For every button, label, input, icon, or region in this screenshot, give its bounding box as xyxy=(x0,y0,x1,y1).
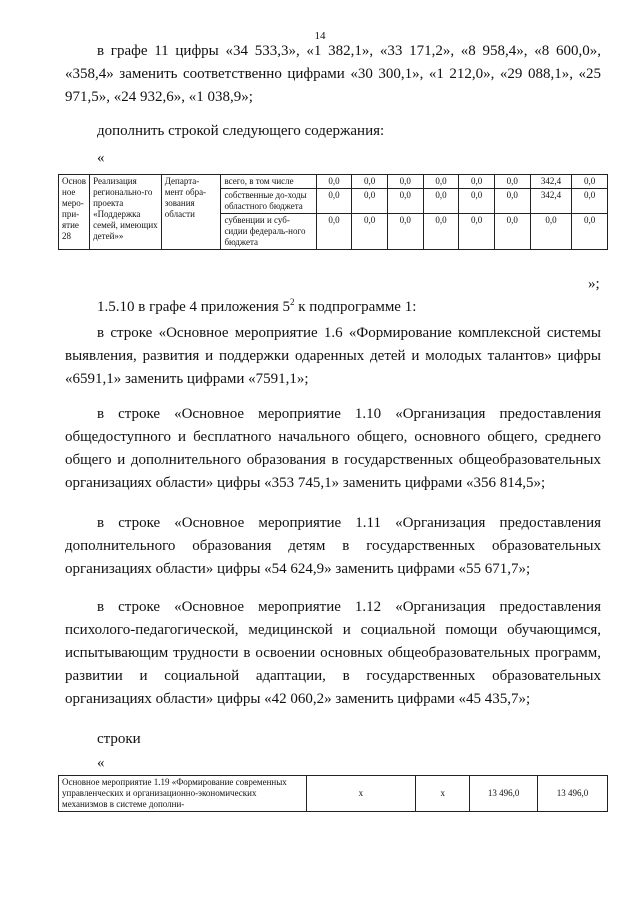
cell-value: 0,0 xyxy=(572,189,608,214)
cell-value: 0,0 xyxy=(423,189,459,214)
cell-value: 0,0 xyxy=(316,214,352,250)
intro-paragraph: в графе 11 цифры «34 533,3», «1 382,1», «33 171,2», «8 958,4», «8 600,0», «358,4» заменить соответственно цифрами «30 300,1», «1 212,0», «29 088,1», «25 971,5», «24 932,6», «1 038,9»; xyxy=(65,43,601,105)
cell-department: Департа-мент обра-зования области xyxy=(161,175,221,250)
table-row xyxy=(59,776,608,812)
cell-value: 0,0 xyxy=(459,189,495,214)
cell-value: 0,0 xyxy=(352,189,388,214)
rows-word: строки xyxy=(97,731,141,747)
cell-value: 0,0 xyxy=(387,175,423,189)
section-heading-tail: к подпрограмме 1: xyxy=(294,299,417,315)
cell-value: 342,4 xyxy=(530,175,572,189)
cell-event-number: Основ ное меро-при-ятие 28 xyxy=(59,175,90,250)
table-replace-rows xyxy=(58,775,608,812)
cell-value: 0,0 xyxy=(572,214,608,250)
cell-value: 0,0 xyxy=(423,214,459,250)
table-row xyxy=(59,175,608,189)
cell-value: 0,0 xyxy=(316,175,352,189)
cell-event-name: Реализация регионально-го проекта «Поддержка семей, имеющих детей»» xyxy=(90,175,162,250)
cell-amount-2: 13 496,0 xyxy=(538,776,608,812)
paragraph-measure-1-11: в строке «Основное мероприятие 1.11 «Организация предоставления дополнительного образования детям в государственных образовательных организациях области» цифры «54 624,9» заменить цифрами «55 671,7»; xyxy=(65,515,601,577)
paragraph-measure-1-10: в строке «Основное мероприятие 1.10 «Организация предоставления общедоступного и бесплатного начального общего, основного общего, среднего общего и дополнительного образования в государственных общеобразовательных организациях области» цифры «353 745,1» заменить цифрами «356 814,5»; xyxy=(65,406,601,491)
paragraph-measure-1-12: в строке «Основное мероприятие 1.12 «Организация предоставления психолого-педагогической, медицинской и социальной помощи обучающимся, испытывающим трудности в освоении основных общеобразовательных программ, развитии и социальной адаптации, в государственных образовательных организациях области» цифры «42 060,2» заменить цифрами «45 435,7»; xyxy=(65,599,601,707)
cell-value: 0,0 xyxy=(352,175,388,189)
cell-value: 0,0 xyxy=(494,189,530,214)
add-row-text: дополнить строкой следующего содержания: xyxy=(97,123,385,139)
cell-value: 0,0 xyxy=(494,175,530,189)
cell-value: 0,0 xyxy=(530,214,572,250)
close-quote: »; xyxy=(588,276,600,292)
page-number: 14 xyxy=(314,30,326,42)
cell-value: 0,0 xyxy=(423,175,459,189)
cell-value: 342,4 xyxy=(530,189,572,214)
open-quote-2: « xyxy=(97,755,105,771)
cell-value: 0,0 xyxy=(316,189,352,214)
cell-value: 0,0 xyxy=(352,214,388,250)
paragraph-measure-1-6: в строке «Основное мероприятие 1.6 «Формирование комплексной системы выявления, развития и поддержки одаренных детей и молодых талантов» цифры «6591,1» заменить цифрами «7591,1»; xyxy=(65,325,601,387)
cell-amount-1: 13 496,0 xyxy=(470,776,538,812)
table-new-row xyxy=(58,174,608,250)
section-heading xyxy=(65,296,601,319)
section-heading-text: 1.5.10 в графе 4 приложения 5 xyxy=(97,299,290,315)
cell-row-label: всего, в том числе xyxy=(221,175,316,189)
section-superscript: 2 xyxy=(289,297,295,307)
cell-event-text: Основное мероприятие 1.19 «Формирование современных управленческих и организационно-экономических механизмов в системе дополни- xyxy=(59,776,307,812)
cell-value: 0,0 xyxy=(387,189,423,214)
cell-row-label: собственные до-ходы областного бюджета xyxy=(221,189,316,214)
cell-value: 0,0 xyxy=(459,214,495,250)
cell-value: 0,0 xyxy=(387,214,423,250)
cell-value: 0,0 xyxy=(494,214,530,250)
cell-value: 0,0 xyxy=(572,175,608,189)
open-quote-1: « xyxy=(97,150,105,166)
cell-x-1: х xyxy=(306,776,416,812)
cell-x-2: х xyxy=(416,776,470,812)
cell-value: 0,0 xyxy=(459,175,495,189)
cell-row-label: субвенции и суб-сидии федераль-ного бюджета xyxy=(221,214,316,250)
